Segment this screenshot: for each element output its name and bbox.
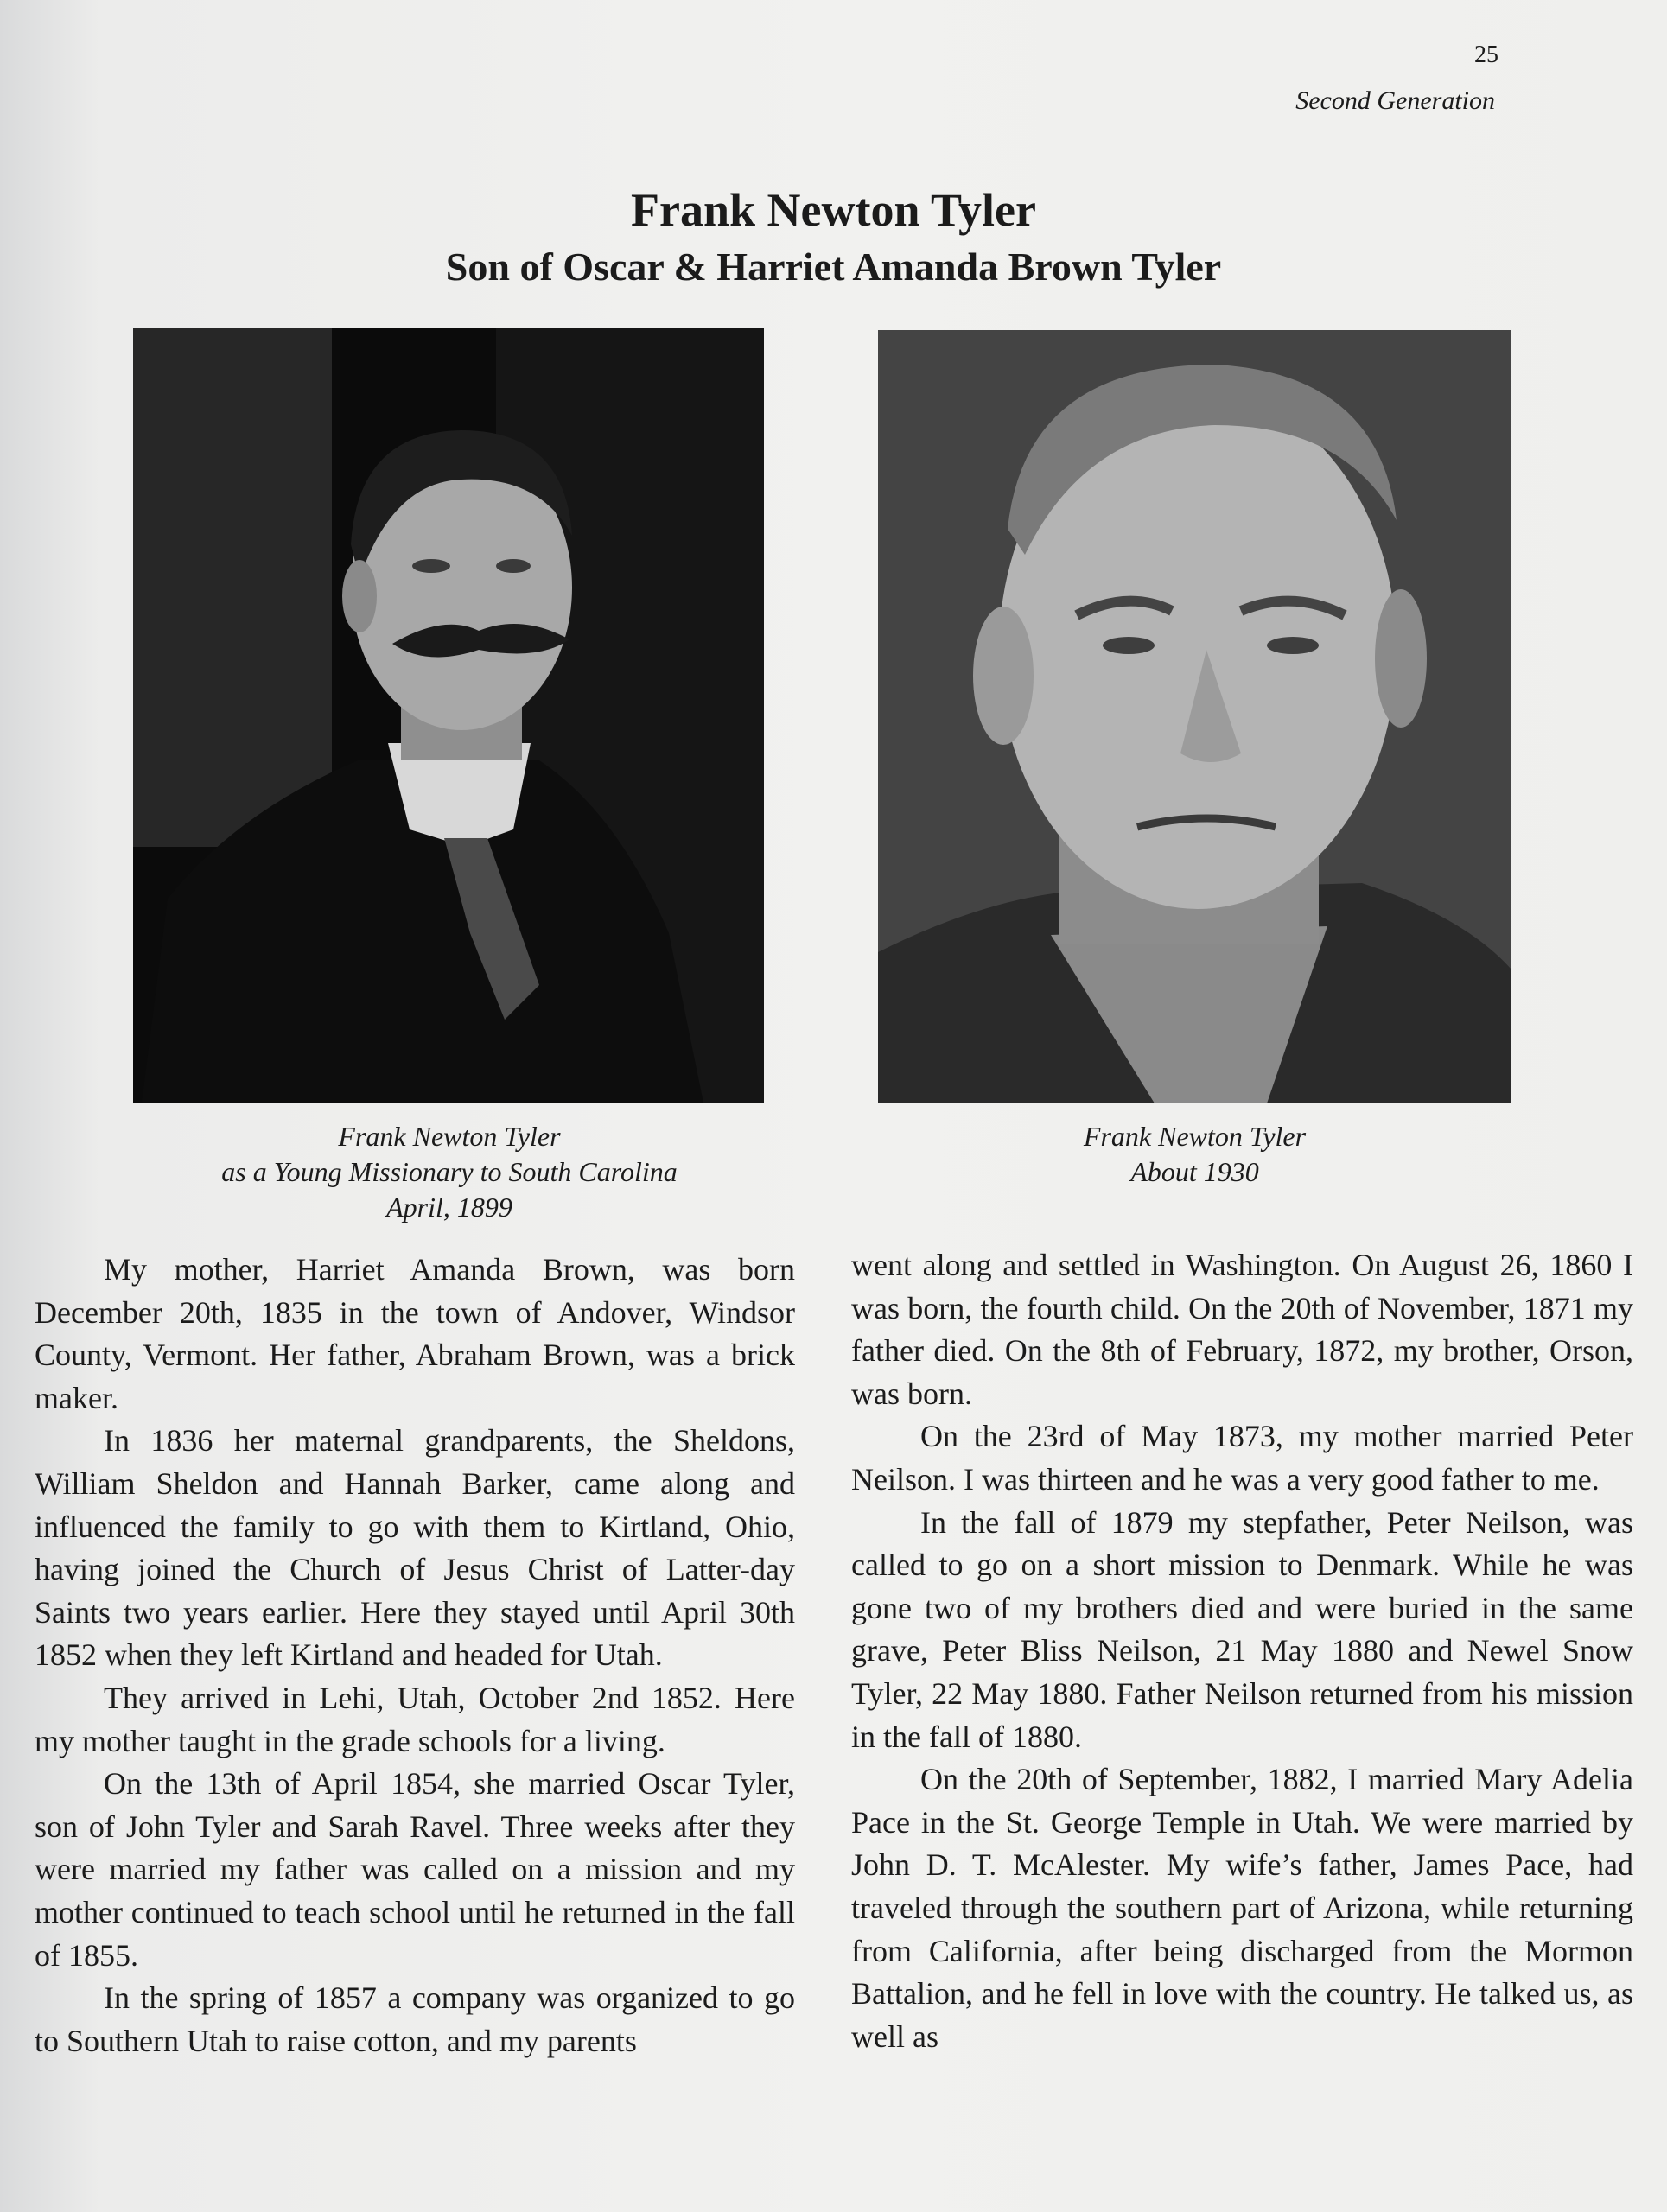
caption-left-line: Frank Newton Tyler bbox=[338, 1121, 561, 1152]
paragraph: went along and settled in Washington. On August 26, 1860 I was born, the fourth child. On the 20th of November, 1871 my father died. On the 8th of February, 1872, my brother, Orson, was born. bbox=[851, 1248, 1633, 1411]
caption-left-line: as a Young Missionary to South Carolina bbox=[221, 1156, 678, 1187]
paragraph: My mother, Harriet Amanda Brown, was born December 20th, 1835 in the town of Andover, Windsor County, Vermont. Her father, Abraham Brown, was a brick maker. bbox=[35, 1252, 795, 1415]
page-title: Frank Newton Tyler bbox=[631, 184, 1036, 236]
paragraph: In 1836 her maternal grandparents, the Sheldons, William Sheldon and Hannah Barker, came along and influenced the family to go with them to Kirtland, Ohio, having joined the Church of Jesus Christ of Latter-day Saints two years earlier. Here they stayed until April 30th 1852 when they left Kirtland and headed for Utah. bbox=[35, 1423, 795, 1673]
caption-right-line: Frank Newton Tyler bbox=[1083, 1121, 1307, 1152]
photo-about-1930 bbox=[878, 330, 1511, 1103]
paragraph: In the spring of 1857 a company was organized to go to Southern Utah to raise cotton, and my parents bbox=[35, 1980, 795, 2058]
paragraph: In the fall of 1879 my stepfather, Peter Neilson, was called to go on a short mission to Denmark. While he was gone two of my brothers died and were buried in the same grave, Peter Bliss Neilson, 21 May 1880 and Newel Snow Tyler, 22 May 1880. Father Neilson returned from his mission in the fall of 1880. bbox=[851, 1504, 1633, 1754]
running-head: Second Generation bbox=[1295, 86, 1495, 115]
caption-right bbox=[873, 1119, 1517, 1190]
paragraph: On the 23rd of May 1873, my mother married Peter Neilson. I was thirteen and he was a very good father to me. bbox=[851, 1419, 1633, 1497]
paragraph: They arrived in Lehi, Utah, October 2nd 1852. Here my mother taught in the grade schools for a living. bbox=[35, 1680, 795, 1758]
paragraph: On the 13th of April 1854, she married Oscar Tyler, son of John Tyler and Sarah Ravel. Three weeks after they were married my father was called on a mission and my mother continued to teach school until he returned in the fall of 1855. bbox=[35, 1766, 795, 1973]
caption-left-line: April, 1899 bbox=[386, 1192, 512, 1223]
body-column-right bbox=[851, 1244, 1633, 2058]
portrait-young-man bbox=[133, 328, 764, 1103]
page-number: 25 bbox=[1474, 41, 1498, 68]
portrait-older-man bbox=[878, 330, 1511, 1103]
caption-left bbox=[130, 1119, 769, 1225]
body-column-left bbox=[35, 1249, 795, 2063]
photo-young-missionary bbox=[133, 328, 764, 1103]
page-subtitle: Son of Oscar & Harriet Amanda Brown Tyler bbox=[445, 245, 1222, 289]
caption-right-line: About 1930 bbox=[1130, 1156, 1259, 1187]
paragraph: On the 20th of September, 1882, I married Mary Adelia Pace in the St. George Temple in Utah. We were married by John D. T. McAlester. My wife’s father, James Pace, had traveled through the southern part of Arizona, while returning from California, after being discharged from the Mormon Battalion, and he fell in love with the country. He talked us, as well as bbox=[851, 1762, 1633, 2054]
